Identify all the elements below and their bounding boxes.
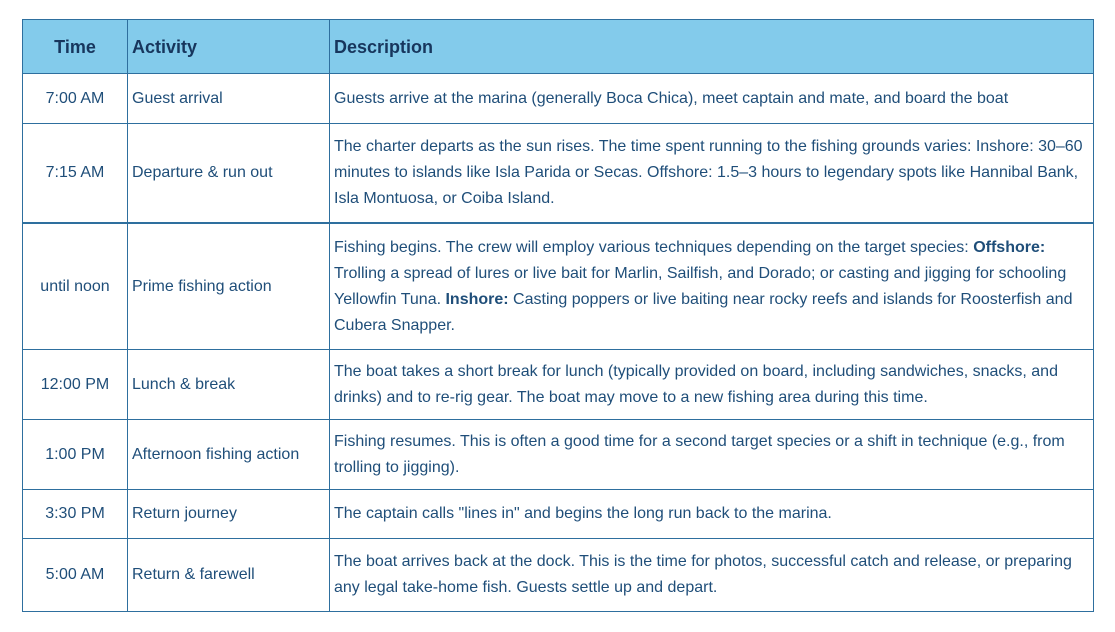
- table-row: [23, 539, 1094, 612]
- column-header-activity: Activity: [128, 20, 330, 74]
- time-cell: 12:00 PM: [23, 350, 128, 420]
- activity-cell: Departure & run out: [128, 124, 330, 224]
- time-cell: 1:00 PM: [23, 420, 128, 490]
- activity-cell: Afternoon fishing action: [128, 420, 330, 490]
- time-cell: 7:00 AM: [23, 74, 128, 124]
- table-row: [23, 223, 1094, 350]
- activity-cell: Return journey: [128, 490, 330, 539]
- description-cell: [330, 223, 1094, 350]
- inshore-label: Inshore:: [445, 290, 509, 308]
- description-cell: Fishing resumes. This is often a good time for a second target species or a shift in technique (e.g., from trolling to jigging).: [330, 420, 1094, 490]
- header-row: [23, 20, 1094, 74]
- table-row: [23, 124, 1094, 224]
- table-row: [23, 74, 1094, 124]
- description-cell: The charter departs as the sun rises. The time spent running to the fishing grounds varies: Inshore: 30–60 minutes to islands like Isla Parida or Secas. Offshore: 1.5–3 hours to legendary spots like Hannibal Bank, Isla Montuosa, or Coiba Island.: [330, 124, 1094, 224]
- description-cell: The captain calls "lines in" and begins the long run back to the marina.: [330, 490, 1094, 539]
- table-row: [23, 490, 1094, 539]
- inshore-text: Casting poppers or live baiting near rocky reefs and islands for Roosterfish and Cubera Snapper.: [334, 290, 1073, 334]
- table-header: [23, 20, 1094, 74]
- time-cell: until noon: [23, 223, 128, 350]
- column-header-time: Time: [23, 20, 128, 74]
- table-row: [23, 350, 1094, 420]
- activity-cell: Return & farewell: [128, 539, 330, 612]
- offshore-text: Trolling a spread of lures or live bait for Marlin, Sailfish, and Dorado; or casting and jigging for schooling Yellowfin Tuna.: [334, 264, 1067, 308]
- description-cell: Guests arrive at the marina (generally Boca Chica), meet captain and mate, and board the boat: [330, 74, 1094, 124]
- schedule-table: [22, 19, 1094, 612]
- table-row: [23, 420, 1094, 490]
- description-cell: The boat takes a short break for lunch (typically provided on board, including sandwiches, snacks, and drinks) and to re-rig gear. The boat may move to a new fishing area during this time.: [330, 350, 1094, 420]
- column-header-description: Description: [330, 20, 1094, 74]
- table-body: [23, 74, 1094, 612]
- time-cell: 3:30 PM: [23, 490, 128, 539]
- activity-cell: Guest arrival: [128, 74, 330, 124]
- description-cell: The boat arrives back at the dock. This is the time for photos, successful catch and release, or preparing any legal take-home fish. Guests settle up and depart.: [330, 539, 1094, 612]
- description-intro: Fishing begins. The crew will employ various techniques depending on the target species:: [334, 238, 974, 256]
- activity-cell: Lunch & break: [128, 350, 330, 420]
- time-cell: 5:00 AM: [23, 539, 128, 612]
- activity-cell: Prime fishing action: [128, 223, 330, 350]
- offshore-label: Offshore:: [973, 238, 1046, 256]
- time-cell: 7:15 AM: [23, 124, 128, 224]
